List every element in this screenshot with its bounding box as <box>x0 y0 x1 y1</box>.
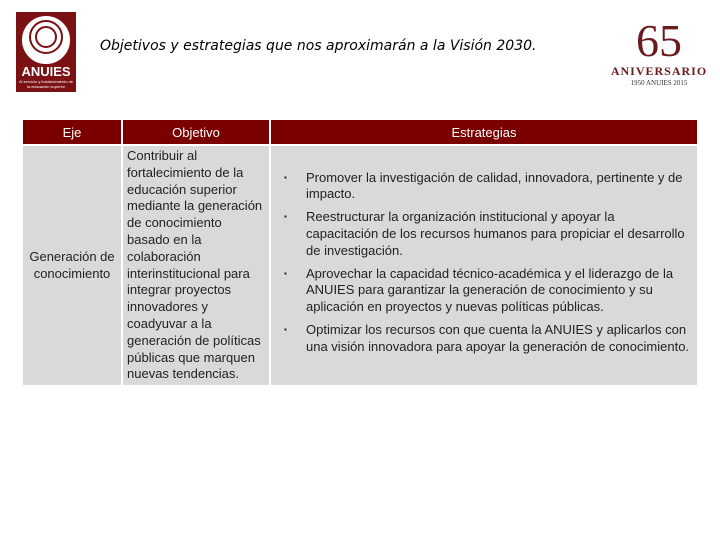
logo-ring-inner <box>35 26 57 48</box>
table-row <box>22 145 698 386</box>
anniversary-logo <box>608 15 710 88</box>
strategy-item: ▪ Optimizar los recursos con que cuenta la ANUIES y aplicarlos con una visión innovadora para apoyar la generación de conocimiento. <box>284 322 690 356</box>
header-row <box>22 119 698 145</box>
header-objetivo: Objetivo <box>122 119 270 145</box>
strategy-table <box>21 118 699 387</box>
anniversary-word: ANIVERSARIO <box>610 64 708 78</box>
estrategias-cell <box>270 145 698 386</box>
page-title: Objetivos y estrategias que nos aproximarán a la Visión 2030. <box>100 38 537 54</box>
objetivo-cell: Contribuir al fortalecimiento de la educación superior mediante la generación de conocimiento basado en la colaboración interinstitucional para integrar proyectos innovadores y coadyuvar a la generación de políticas públicas que marquen nuevas tendencias. <box>122 145 270 386</box>
anuies-logo <box>16 12 76 92</box>
anniversary-years: 1950 ANUIES 2015 <box>630 79 688 87</box>
eje-cell: Generación de conocimiento <box>22 145 122 386</box>
logo-name: ANUIES <box>21 64 71 79</box>
anniversary-number: 65 <box>636 15 682 66</box>
strategy-item: ▪ Reestructurar la organización institucional y apoyar la capacitación de los recursos humanos para propiciar el desarrollo de investigación. <box>284 209 690 259</box>
header-eje: Eje <box>22 119 122 145</box>
strategy-item: ▪ Aprovechar la capacidad técnico-académica y el liderazgo de la ANUIES para garantizar la generación de conocimiento y su aplicación en proyectos y nuevas políticas públicas. <box>284 266 690 316</box>
header-estrategias: Estrategias <box>270 119 698 145</box>
logo-tagline: Al servicio y fortalecimiento de la educación superior <box>18 79 74 89</box>
strategy-item: ▪ Promover la investigación de calidad, innovadora, pertinente y de impacto. <box>284 170 690 204</box>
